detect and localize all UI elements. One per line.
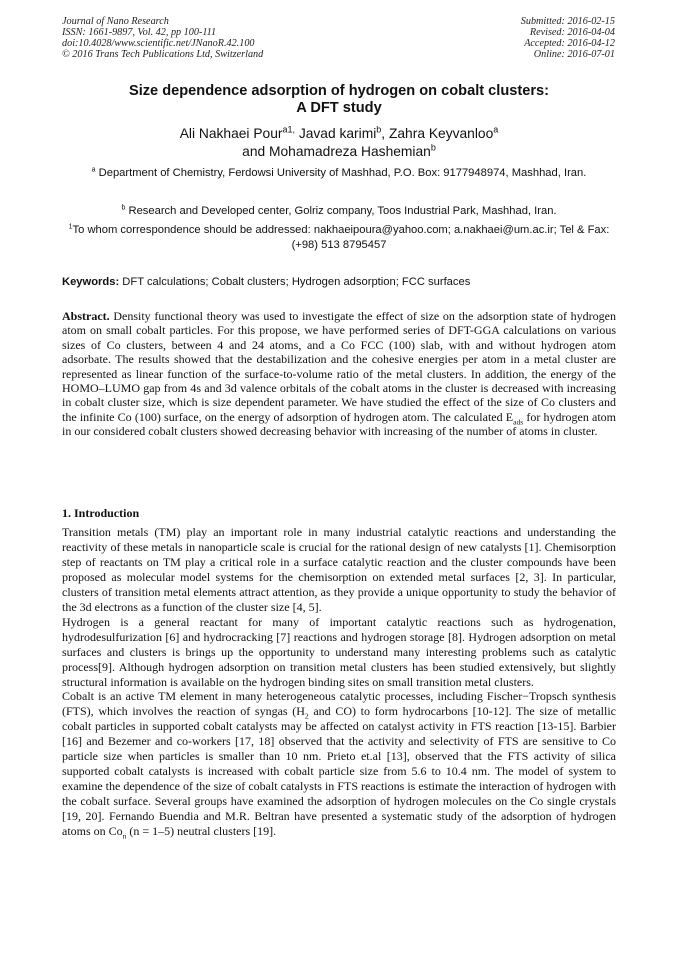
author-line-1 [62,125,616,143]
journal-header-right [521,16,615,60]
paragraph: Transition metals (TM) play an important role in many industrial catalytic reactions and understanding the reactivity of these metals in nanoparticle scale is crucial for the rational design of new catalysts [1]. Chemisorption step of reactants on TM play a critical role in a surface catalytic reaction and the cluster compounds have been proposed as molecular model systems for the chemisorption on extended metal surfaces [2, 3]. In particular, clusters of transition metal elements attract attention, as they provide a unique opportunity to study the behavior of the 3d electrons as a function of the cluster size [4, 5]. [62,525,616,614]
paragraph-text: and CO) to form hydrocarbons [10-12]. The size of metallic cobalt particles in supported cobalt catalysts may be affected on catalyst activity in FTS reaction [13-15]. Barbier [16] and Bezemer and co-workers [17, 18] observed that the activity and selectivity of FTS are sensitive to Co particle size when particles is smaller than 10 nm. Prieto et.al [13], observed that the FTS activity of silica supported cobalt catalysts is increased with cobalt particle size from 5.6 to 10.4 nm. The model of system to examine the dependence of the size of cobalt catalysts in FTS reactions is estimate the interaction of hydrogen with the cobalt surface. Several groups have examined the adsorption of hydrogen molecules on the Co single crystals [19, 20]. Fernando Buendia and M.R. Beltran have presented a systematic study of the adsorption of hydrogen atoms on Co [62,704,616,839]
paragraph: Hydrogen is a general reactant for many of important catalytic reactions such as hydrogenation, hydrodesulfurization [6] and hydrocracking [7] reactions and hydrogen storage [8]. Hydrogen adsorption on metal surfaces and clusters is brings up the opportunity to understand many interesting problems such as catalytic process[9]. Although hydrogen adsorption on transition metal clusters has been studied extensively, but slightly structural information is available on the hydrogen binding sites on small transition metal clusters. [62,614,616,689]
keywords-label: Keywords: [62,276,120,288]
abstract-label: Abstract. [62,309,110,323]
affiliation-sup: a [91,166,96,174]
journal-issn: ISSN: 1661-9897, Vol. 42, pp 100-111 [62,27,217,38]
journal-header-left [62,16,263,60]
author-sup: b [430,142,436,153]
author-name: and Mohamadreza Hashemian [242,144,431,159]
author-line-2 [62,143,616,161]
date-revised: Revised: 2016-04-04 [529,27,615,38]
abstract-text: Density functional theory was used to investigate the effect of size on the adsorption state of hydrogen atom on small cobalt particles. For this propose, we have performed series of DFT-GGA calculations on various sizes of Co clusters, between 4 and 24 atoms, and a Co FCC (100) slab, with and without hydrogen atom adsorbate. The results showed that the destabilization and the cohesive energies per atom in a metal cluster are represented as linear function of the surface-to-volume ratio of the metal clusters. In addition, the energy of the HOMO–LUMO gap from 4s and 3d valence orbitals of the cobalt atoms in the cluster is decreased with increasing in cobalt cluster size, which is size dependent parameter. We have studied the effect of the size of Co clusters and the infinite Co (100) surface, on the energy of adsorption of hydrogen atom. The calculated E [62,309,616,424]
journal-name: Journal of Nano Research [62,16,169,27]
keywords [62,275,616,289]
date-accepted: Accepted: 2016-04-12 [524,38,615,49]
date-submitted: Submitted: 2016-02-15 [520,16,615,27]
paper-title [62,83,616,117]
paragraph-text: (n = 1–5) neutral clusters [19]. [126,824,277,839]
author-sup: b [376,124,382,135]
journal-doi: doi:10.4028/www.scientific.net/JNanoR.42.100 [62,38,255,49]
author-name: , Zahra Keyvanloo [381,126,494,141]
affiliation-b [80,204,598,219]
author-name: Javad karimi [294,126,377,141]
paragraph-text: Cobalt is an active TM element in many heterogeneous catalytic processes, including Fischer−Tropsch synthesis (FTS), which involves the reaction of syngas (H [62,689,616,719]
abstract [62,309,616,439]
author-sup: a [493,124,499,135]
date-online: Online: 2016-07-01 [533,49,615,60]
affiliation-text: Research and Developed center, Golriz company, Toos Industrial Park, Mashhad, Iran. [125,205,557,217]
correspondence-sup: 1 [68,223,73,231]
section-heading: 1. Introduction [62,506,140,520]
author-list [62,125,616,161]
correspondence [64,223,614,253]
abstract-text-end: for hydrogen atom in our considered cobalt clusters showed decreasing behavior with increasing of the number of atoms in cluster. [62,409,616,439]
affiliation-text: Department of Chemistry, Ferdowsi University of Mashhad, P.O. Box: 9177948974, Mashhad, Iran. [95,167,587,179]
keywords-text: DFT calculations; Cobalt clusters; Hydrogen adsorption; FCC surfaces [119,276,471,288]
affiliation-sup: b [121,204,126,212]
author-sup: a1, [282,124,295,135]
journal-copyright: © 2016 Trans Tech Publications Ltd, Switzerland [62,49,264,60]
title-line-2: A DFT study [296,100,382,116]
abstract-subscript: ads [513,417,524,427]
correspondence-text: To whom correspondence should be addressed: nakhaeipoura@yahoo.com; a.nakhaei@um.ac.ir; Tel & Fax: (+98) 513 8795457 [72,224,610,251]
subscript: n [122,831,127,841]
title-line-1: Size dependence adsorption of hydrogen on cobalt clusters: [128,83,550,99]
affiliation-a [80,166,598,181]
introduction-body [62,525,616,839]
paragraph [62,689,616,839]
author-name: Ali Nakhaei Pour [179,126,283,141]
subscript: 2 [304,711,309,721]
